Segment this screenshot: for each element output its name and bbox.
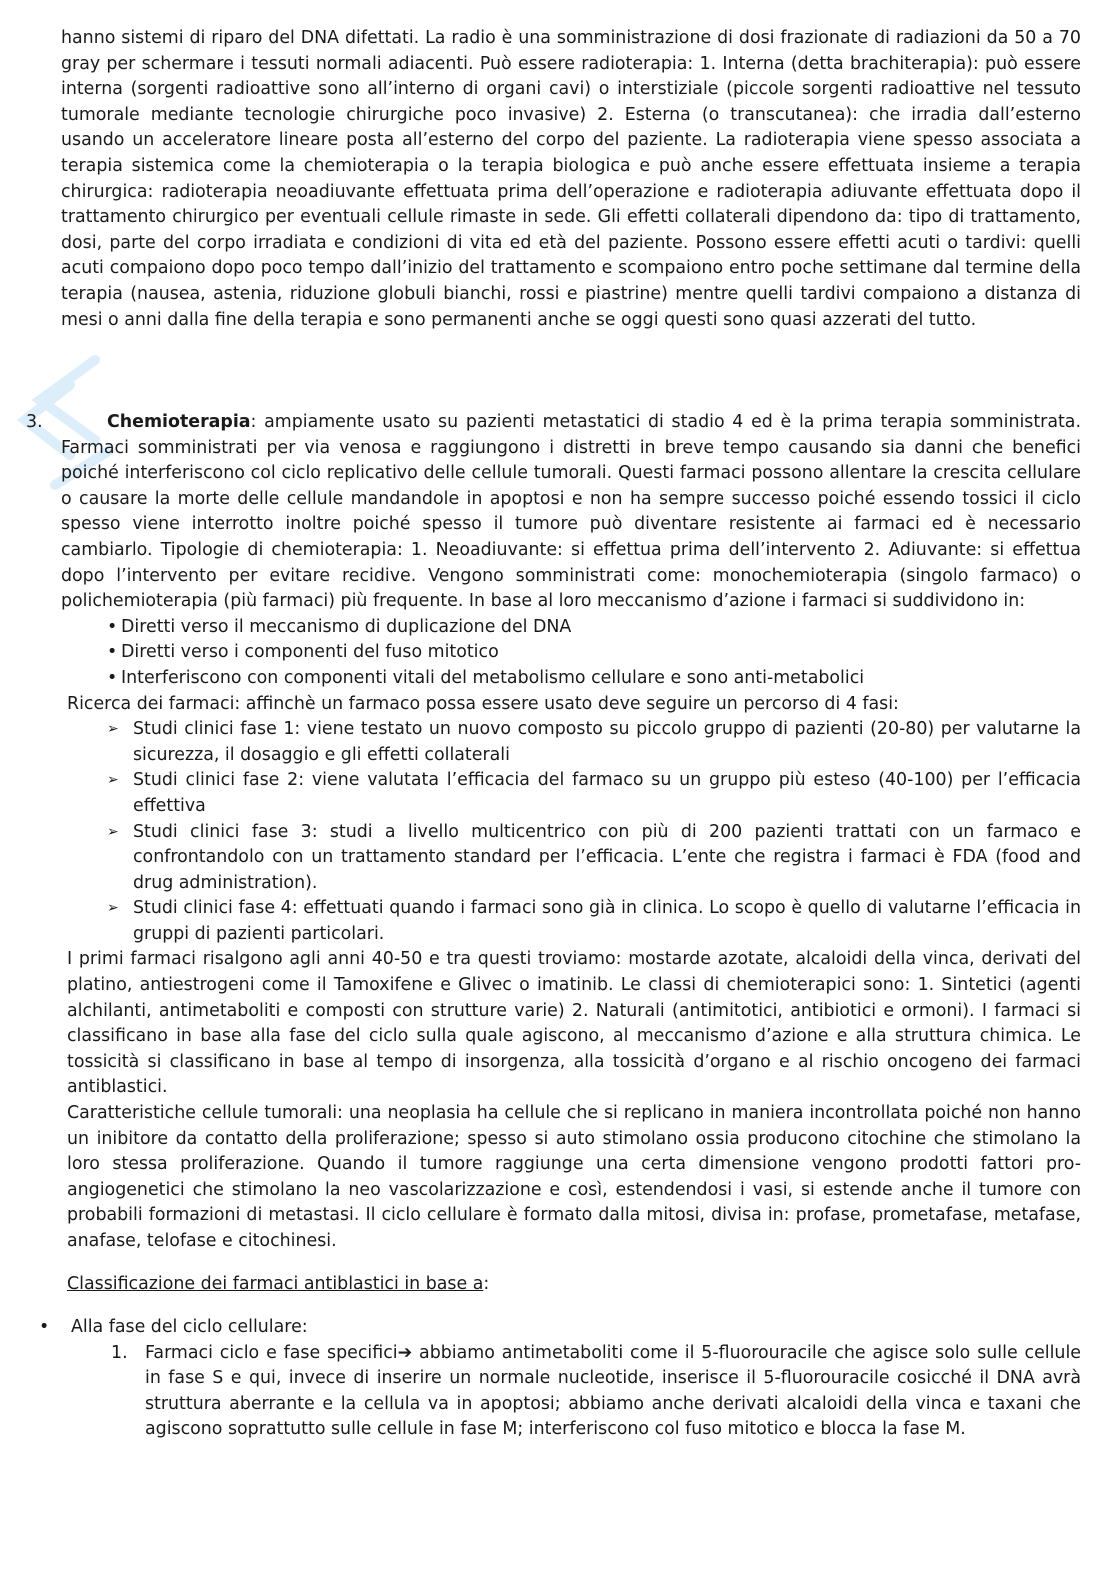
fase-sublist <box>111 1341 1081 1443</box>
chemioterapia-text: : ampiamente usato su pazienti metastatici di stadio 4 ed è la prima terapia somministrata. Farmaci somministrati per via venosa e raggiungono i distretti in breve tempo causando sia danni che benefici poiché interferiscono col ciclo replicativo delle cellule tumorali. Questi farmaci possono allentare la crescita cellulare o causare la morte delle cellule mandandole in apoptosi e non ha sempre successo poiché essendo tossici il ciclo spesso viene interrotto inoltre poiché spesso il tumore può diventare resistente ai farmaci ed è necessario cambiarlo. Tipologie di chemioterapia: 1. Neoadiuvante: si effettua prima dell’intervento 2. Adiuvante: si effettua dopo l’intervento per evitare recidive. Vengono somministrati come: monochemioterapia (singolo farmaco) o polichemioterapia (più farmaci) più frequente. In base al loro meccanismo d’azione i farmaci si suddividono in: <box>61 412 1081 612</box>
paragraph-primi-farmaci: I primi farmaci risalgono agli anni 40-50 e tra questi troviamo: mostarde azotate, alcaloidi della vinca, derivati del platino, antiestrogeni come il Tamoxifene e Glivec o imatinib. Le classi di chemioterapici sono: 1. Sintetici (agenti alchilanti, antimetaboliti e composti con strutture varie) 2. Naturali (antimitotici, antibiotici e ormoni). I farmaci si classificano in base alla fase del ciclo sulla quale agiscono, al meccanismo d’azione e alla struttura chimica. Le tossicità si classificano in base al tempo di insorgenza, alla tossicità d’organo e al rischio oncogeno dei farmaci antiblastici. <box>67 949 1081 1098</box>
bullet-icon: • <box>39 1316 50 1337</box>
paragraph-radioterapia: hanno sistemi di riparo del DNA difettati. La radio è una somministrazione di dosi frazionate di radiazioni da 50 a 70 gray per schermare i tessuti normali adiacenti. Può essere radioterapia: 1. Interna (detta brachiterapia): può essere interna (sorgenti radioattive sono all’interno di organi cavi) o interstiziale (piccole sorgenti radioattive nel tessuto tumorale mediante tecnologie chirurgiche poco invasive) 2. Esterna (o transcutanea): che irradia dall’esterno usando un acceleratore lineare posta all’esterno del corpo del paziente. La radioterapia viene spesso associata a terapia sistemica come la chemioterapia o la terapia biologica e può anche essere effettuata insieme a terapia chirurgica: radioterapia neoadiuvante effettuata prima dell’operazione e radioterapia adiuvante effettuata dopo il trattamento chirurgico per eventuali cellule rimaste in sede. Gli effetti collaterali dipendono da: tipo di trattamento, dosi, parte del corpo irradiata e condizioni di vita ed età del paziente. Possono essere effetti acuti o tardivi: quelli acuti compaiono dopo poco tempo dall’inizio del trattamento e scompaiono entro poche settimane dal termine della terapia (nausea, astenia, riduzione globuli bianchi, rossi e piastrine) mentre quelli tardivi compaiono a distanza di mesi o anni dalla fine della terapia e sono permanenti anche se oggi questi sono quasi azzerati del tutto. <box>61 28 1081 330</box>
list-item: ➢ Studi clinici fase 2: viene valutata l’efficacia del farmaco su un gruppo più esteso (40-100) per l’efficacia effettiva <box>107 770 1081 816</box>
chemioterapia-paragraph <box>61 410 1081 615</box>
list-item: • Diretti verso il meccanismo di duplicazione del DNA <box>105 615 1081 641</box>
chemioterapia-title: Chemioterapia <box>107 412 251 432</box>
list-item: • Interferiscono con componenti vitali del metabolismo cellulare e sono anti-metabolici <box>105 666 1081 692</box>
classificazione-list <box>35 1315 1081 1443</box>
fasi-list <box>107 717 1081 947</box>
list-item: 1. Farmaci ciclo e fase specifici➔ abbiamo antimetaboliti come il 5-fluorouracile che agisce solo sulle cellule in fase S e qui, invece di inserire un normale nucleotide, inserisce il 5-fluorouracile cosicché il DNA avrà struttura aberrante e la cellula va in apoptosi; abbiamo anche derivati alcaloidi della vinca e taxani che agiscono soprattutto sulle cellule in fase M; interferiscono col fuso mitotico e blocca la fase M. <box>111 1342 1081 1440</box>
arrow-bullet-icon: ➢ <box>107 772 119 789</box>
fase-item-label: Alla fase del ciclo cellulare: <box>71 1316 308 1337</box>
arrow-bullet-icon: ➢ <box>107 900 119 917</box>
ricerca-paragraph: Ricerca dei farmaci: affinchè un farmaco possa essere usato deve seguire un percorso di 4 fasi: <box>67 693 899 714</box>
arrow-bullet-icon: ➢ <box>107 823 119 840</box>
arrow-bullet-icon: ➢ <box>107 721 119 738</box>
list-item: ➢ Studi clinici fase 3: studi a livello multicentrico con più di 200 pazienti trattati con un farmaco e confrontandolo con un trattamento standard per l’efficacia. L’ente che registra i farmaci è FDA (food and drug administration). <box>107 821 1081 893</box>
list-item <box>35 1315 1081 1443</box>
mechanism-list <box>105 615 1081 692</box>
paragraph-caratteristiche: Caratteristiche cellule tumorali: una neoplasia ha cellule che si replicano in maniera incontrollata poiché non hanno un inibitore da contatto della proliferazione; spesso si auto stimolano ossia producono citochine che stimolano la loro stessa proliferazione. Quando il tumore raggiunge una certa dimensione vengono prodotti fattori pro-angiogenetici che stimolano la neo vascolarizzazione e così, estendendosi i vasi, si estende anche il tumore con probabili formazioni di metastasi. Il ciclo cellulare è formato dalla mitosi, divisa in: profase, prometafase, metafase, anafase, telofase e citochinesi. <box>67 1103 1081 1251</box>
item-number: 3. <box>26 412 43 432</box>
arrow-right-icon: ➔ <box>397 1342 413 1363</box>
list-item: • Diretti verso i componenti del fuso mitotico <box>105 640 1081 666</box>
classificazione-heading: Classificazione dei farmaci antiblastici in base a: <box>67 1273 490 1294</box>
list-item: ➢ Studi clinici fase 1: viene testato un nuovo composto su piccolo gruppo di pazienti (20-80) per valutarne la sicurezza, il dosaggio e gli effetti collaterali <box>107 719 1081 765</box>
list-item: ➢ Studi clinici fase 4: effettuati quando i farmaci sono già in clinica. Lo scopo è quello di valutarne l’efficacia in gruppi di pazienti particolari. <box>107 898 1081 944</box>
list-item-chemioterapia <box>26 410 1081 1443</box>
